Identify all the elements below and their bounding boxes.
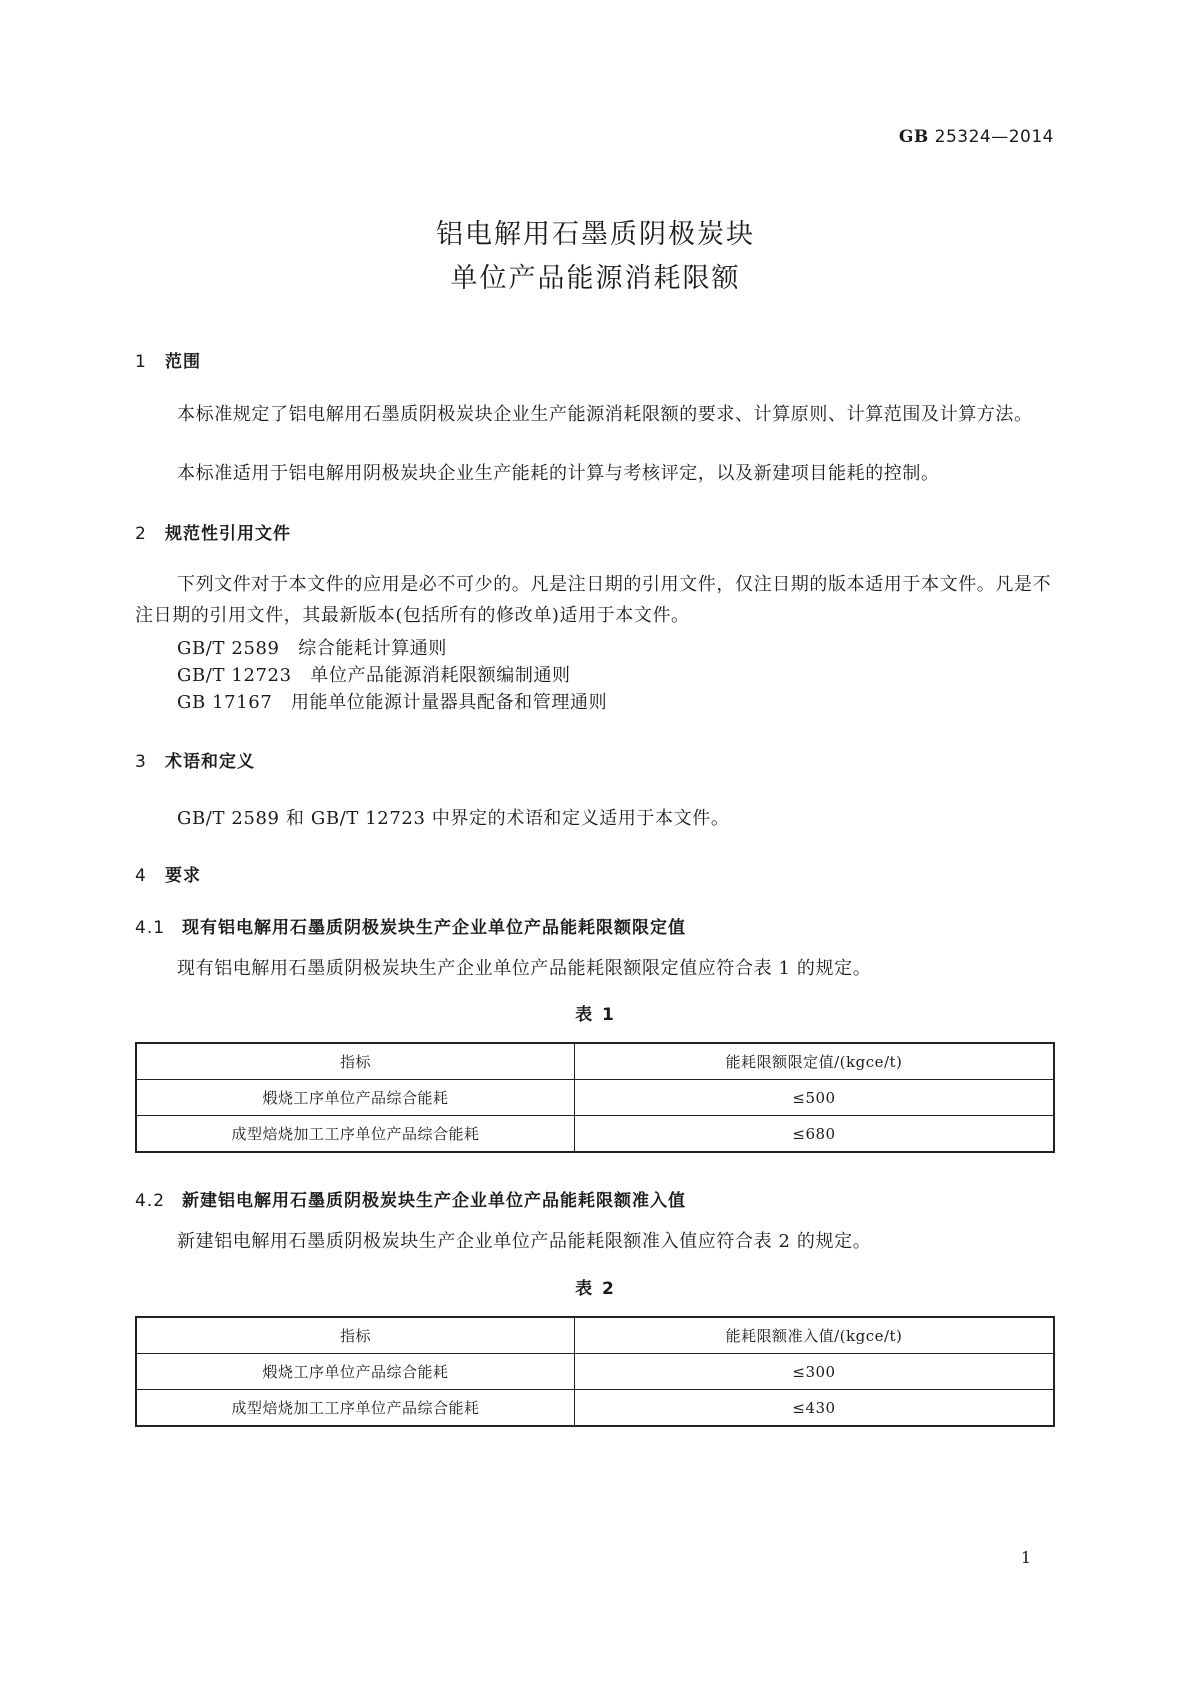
table-cell: ≤500: [575, 1080, 1055, 1116]
section-title: 规范性引用文件: [165, 524, 291, 544]
section-1-paragraph-2: 本标准适用于铝电解用阴极炭块企业生产能耗的计算与考核评定，以及新建项目能耗的控制。: [177, 463, 940, 484]
section-number: 4: [135, 866, 147, 886]
section-title: 术语和定义: [165, 752, 255, 772]
table-header-cell: 指标: [136, 1317, 575, 1354]
section-2-paragraph-1: 下列文件对于本文件的应用是必不可少的。凡是注日期的引用文件，仅注日期的版本适用于本文件。凡是不注日期的引用文件，其最新版本(包括所有的修改单)适用于本文件。: [135, 574, 1052, 626]
section-4-2-paragraph-1: 新建铝电解用石墨质阴极炭块生产企业单位产品能耗限额准入值应符合表 2 的规定。: [177, 1231, 872, 1252]
table-row: [136, 1390, 1054, 1427]
document-title-line1: 铝电解用石墨质阴极炭块: [436, 219, 755, 250]
table-header-cell: 指标: [136, 1043, 575, 1080]
table-cell: ≤430: [575, 1390, 1055, 1427]
table-cell: ≤300: [575, 1354, 1055, 1390]
table-header-row: [136, 1317, 1054, 1354]
standard-number: 25324—2014: [934, 127, 1054, 147]
document-title-line2: 单位产品能源消耗限额: [450, 263, 741, 294]
section-number: 3: [135, 752, 147, 772]
table-1: [135, 1042, 1055, 1153]
table-cell: 成型焙烧加工工序单位产品综合能耗: [136, 1116, 575, 1153]
section-4-2-heading: [135, 1186, 686, 1211]
standard-prefix: GB: [898, 127, 929, 147]
section-number: 1: [135, 352, 147, 372]
table-header-row: [136, 1043, 1054, 1080]
section-4-1-paragraph-1: 现有铝电解用石墨质阴极炭块生产企业单位产品能耗限额限定值应符合表 1 的规定。: [177, 958, 872, 979]
section-number: 4.1: [135, 918, 166, 938]
section-number: 2: [135, 524, 147, 544]
table-2: [135, 1316, 1055, 1427]
table-row: [136, 1116, 1054, 1153]
section-title: 要求: [165, 866, 201, 886]
reference-item: GB 17167 用能单位能源计量器具配备和管理通则: [177, 692, 608, 713]
reference-item: GB/T 12723 单位产品能源消耗限额编制通则: [177, 665, 571, 686]
section-2-heading: [135, 519, 291, 544]
table-cell: ≤680: [575, 1116, 1055, 1153]
reference-item: GB/T 2589 综合能耗计算通则: [177, 638, 448, 659]
section-1-paragraph-1: 本标准规定了铝电解用石墨质阴极炭块企业生产能源消耗限额的要求、计算原则、计算范围及计算方法。: [177, 404, 1033, 425]
table-cell: 煅烧工序单位产品综合能耗: [136, 1080, 575, 1116]
section-title: 新建铝电解用石墨质阴极炭块生产企业单位产品能耗限额准入值: [182, 1191, 686, 1211]
standard-code: [899, 127, 1054, 147]
table-2-caption: 表 2: [575, 1279, 616, 1299]
table-header-cell: 能耗限额限定值/(kgce/t): [575, 1043, 1055, 1080]
section-3-paragraph-1: GB/T 2589 和 GB/T 12723 中界定的术语和定义适用于本文件。: [177, 808, 730, 829]
section-4-heading: [135, 861, 201, 886]
table-cell: 煅烧工序单位产品综合能耗: [136, 1354, 575, 1390]
table-header-cell: 能耗限额准入值/(kgce/t): [575, 1317, 1055, 1354]
section-4-1-heading: [135, 913, 686, 938]
table-row: [136, 1354, 1054, 1390]
table-row: [136, 1080, 1054, 1116]
section-title: 现有铝电解用石墨质阴极炭块生产企业单位产品能耗限额限定值: [182, 918, 686, 938]
section-number: 4.2: [135, 1191, 166, 1211]
section-3-heading: [135, 747, 255, 772]
table-1-caption: 表 1: [575, 1005, 616, 1025]
page-number: 1: [1020, 1548, 1031, 1567]
table-cell: 成型焙烧加工工序单位产品综合能耗: [136, 1390, 575, 1427]
section-title: 范围: [165, 352, 201, 372]
section-1-heading: [135, 347, 201, 372]
